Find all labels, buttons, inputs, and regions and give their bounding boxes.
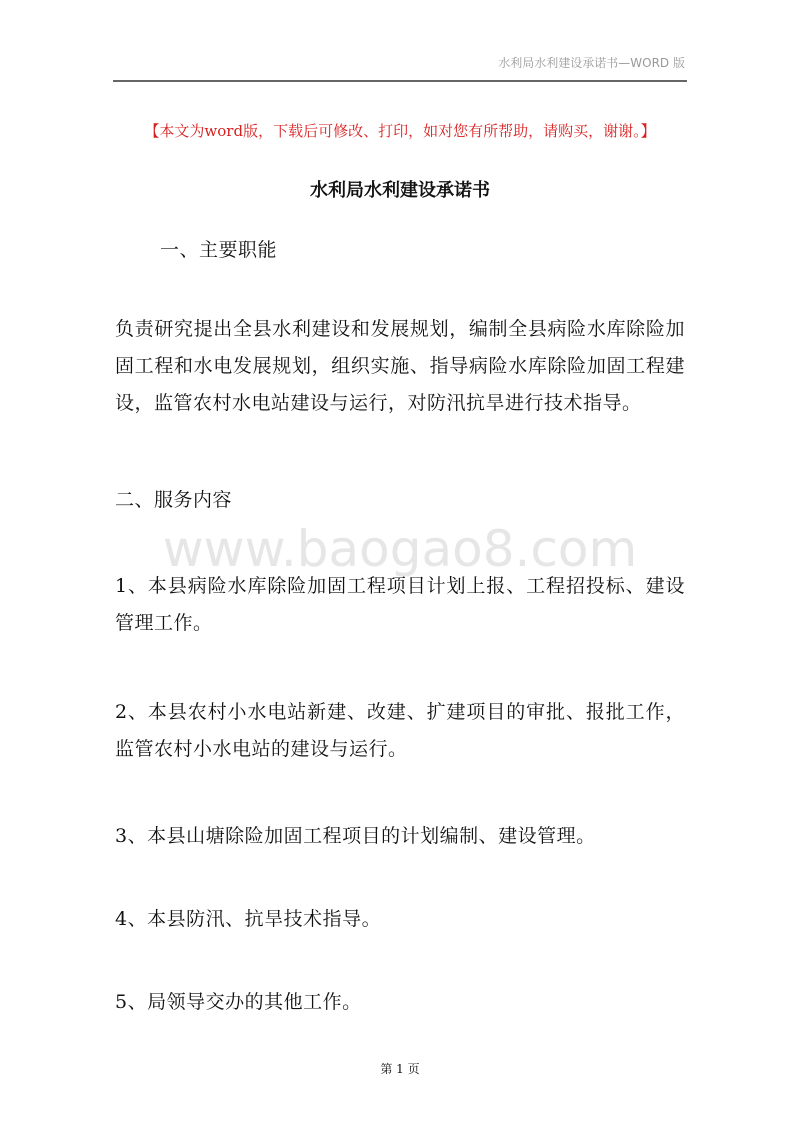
watermark: www.baogao8.com xyxy=(162,520,638,578)
paragraph: 负责研究提出全县水利建设和发展规划，编制全县病险水库除险加固工程和水电发展规划，组织实施、指导病险水库除险加固工程建设，监管农村水电站建设与运行，对防汛抗旱进行技术指导。 xyxy=(115,318,685,414)
header-rule xyxy=(113,80,687,82)
list-item: 3、本县山塘除险加固工程项目的计划编制、建设管理。 xyxy=(115,825,596,847)
document-title: 水利局水利建设承诺书 xyxy=(310,180,490,201)
list-item: 5、局领导交办的其他工作。 xyxy=(115,991,362,1013)
list-item: 2、本县农村小水电站新建、改建、扩建项目的审批、报批工作，监管农村小水电站的建设与运行。 xyxy=(115,701,685,760)
running-header: 水利局水利建设承诺书—WORD 版 xyxy=(498,56,685,70)
list-item: 1、本县病险水库除险加固工程项目计划上报、工程招投标、建设管理工作。 xyxy=(115,575,685,634)
section-heading: 一、主要职能 xyxy=(160,239,278,261)
page-number: 第 1 页 xyxy=(380,1062,420,1076)
section-heading: 二、服务内容 xyxy=(115,489,233,511)
purchase-notice: 【本文为word版，下载后可修改、打印，如对您有所帮助，请购买，谢谢。】 xyxy=(144,122,656,140)
list-item: 4、本县防汛、抗旱技术指导。 xyxy=(115,908,382,930)
